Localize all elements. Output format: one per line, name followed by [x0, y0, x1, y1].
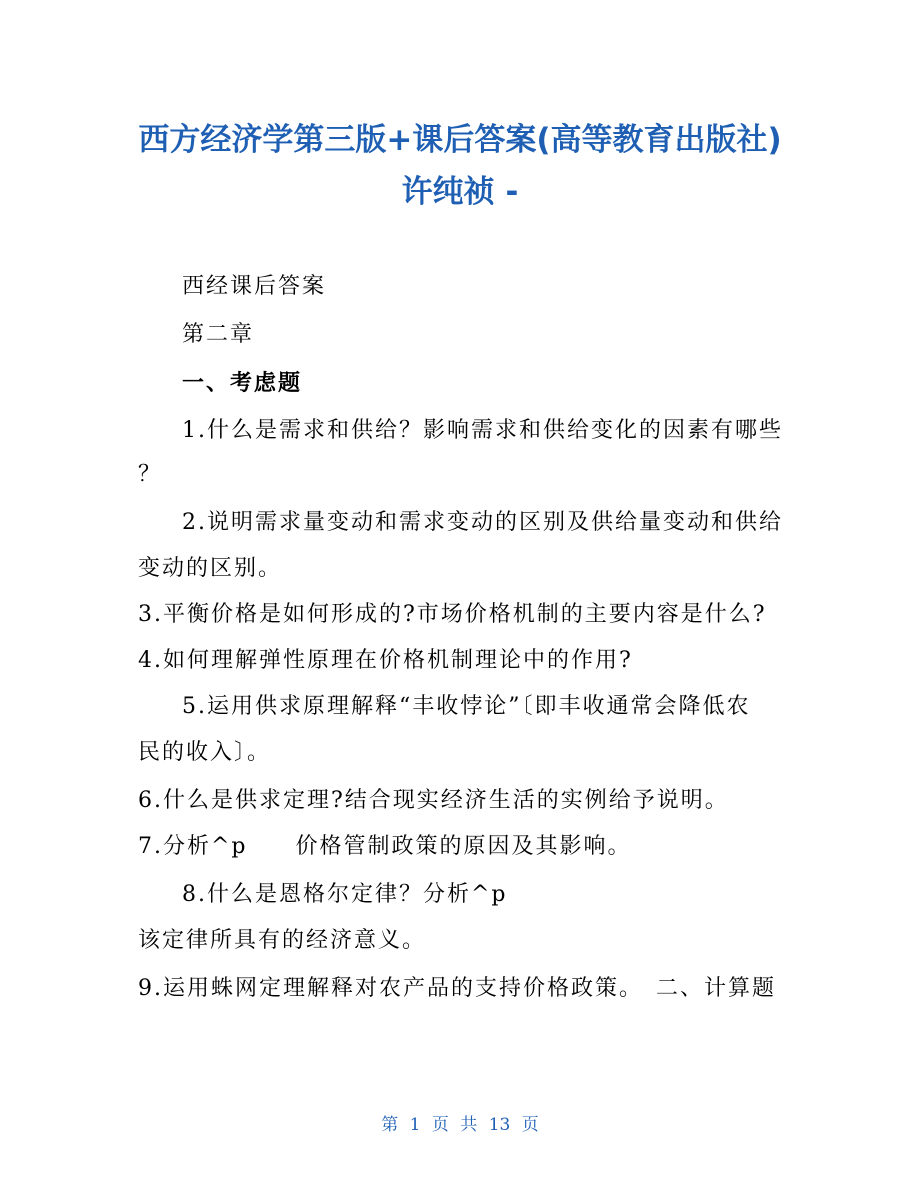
question-4: 4.如何理解弹性原理在价格机制理论中的作用? — [138, 648, 633, 673]
page-footer: 第 1 页 共 13 页 — [381, 1115, 539, 1135]
question-5: 5.运用供求原理解释“丰收悖论”〔即丰收通常会降低农 — [182, 694, 751, 719]
question-2-continued: 变动的区别。 — [138, 556, 283, 581]
question-6: 6.什么是供求定理?结合现实经济生活的实例给予说明。 — [138, 788, 729, 813]
question-8-continued: 该定律所具有的经济意义。 — [138, 928, 427, 953]
question-1: 1.什么是需求和供给？影响需求和供给变化的因素有哪些 — [182, 418, 783, 443]
section-heading: 一、考虑题 — [182, 370, 303, 396]
question-7: 7.分析^p 价格管制政策的原因及其影响。 — [138, 834, 632, 859]
question-2: 2.说明需求量变动和需求变动的区别及供给量变动和供给 — [182, 510, 783, 535]
section-label: 西经课后答案 — [182, 274, 327, 299]
question-1-continued: ？ — [138, 462, 163, 487]
chapter-label: 第二章 — [182, 322, 255, 347]
question-3: 3.平衡价格是如何形成的?市场价格机制的主要内容是什么? — [138, 602, 767, 627]
question-5-continued: 民的收入〕。 — [138, 740, 272, 765]
question-9: 9.运用蛛网定理解释对农产品的支持价格政策。 二、计算题 — [138, 976, 776, 1001]
document-title-line-2: 许纯祯 - — [401, 174, 519, 210]
question-8: 8.什么是恩格尔定律？分析^p — [182, 882, 508, 907]
document-title-line-1: 西方经济学第三版+课后答案(高等教育出版社) — [138, 122, 782, 158]
